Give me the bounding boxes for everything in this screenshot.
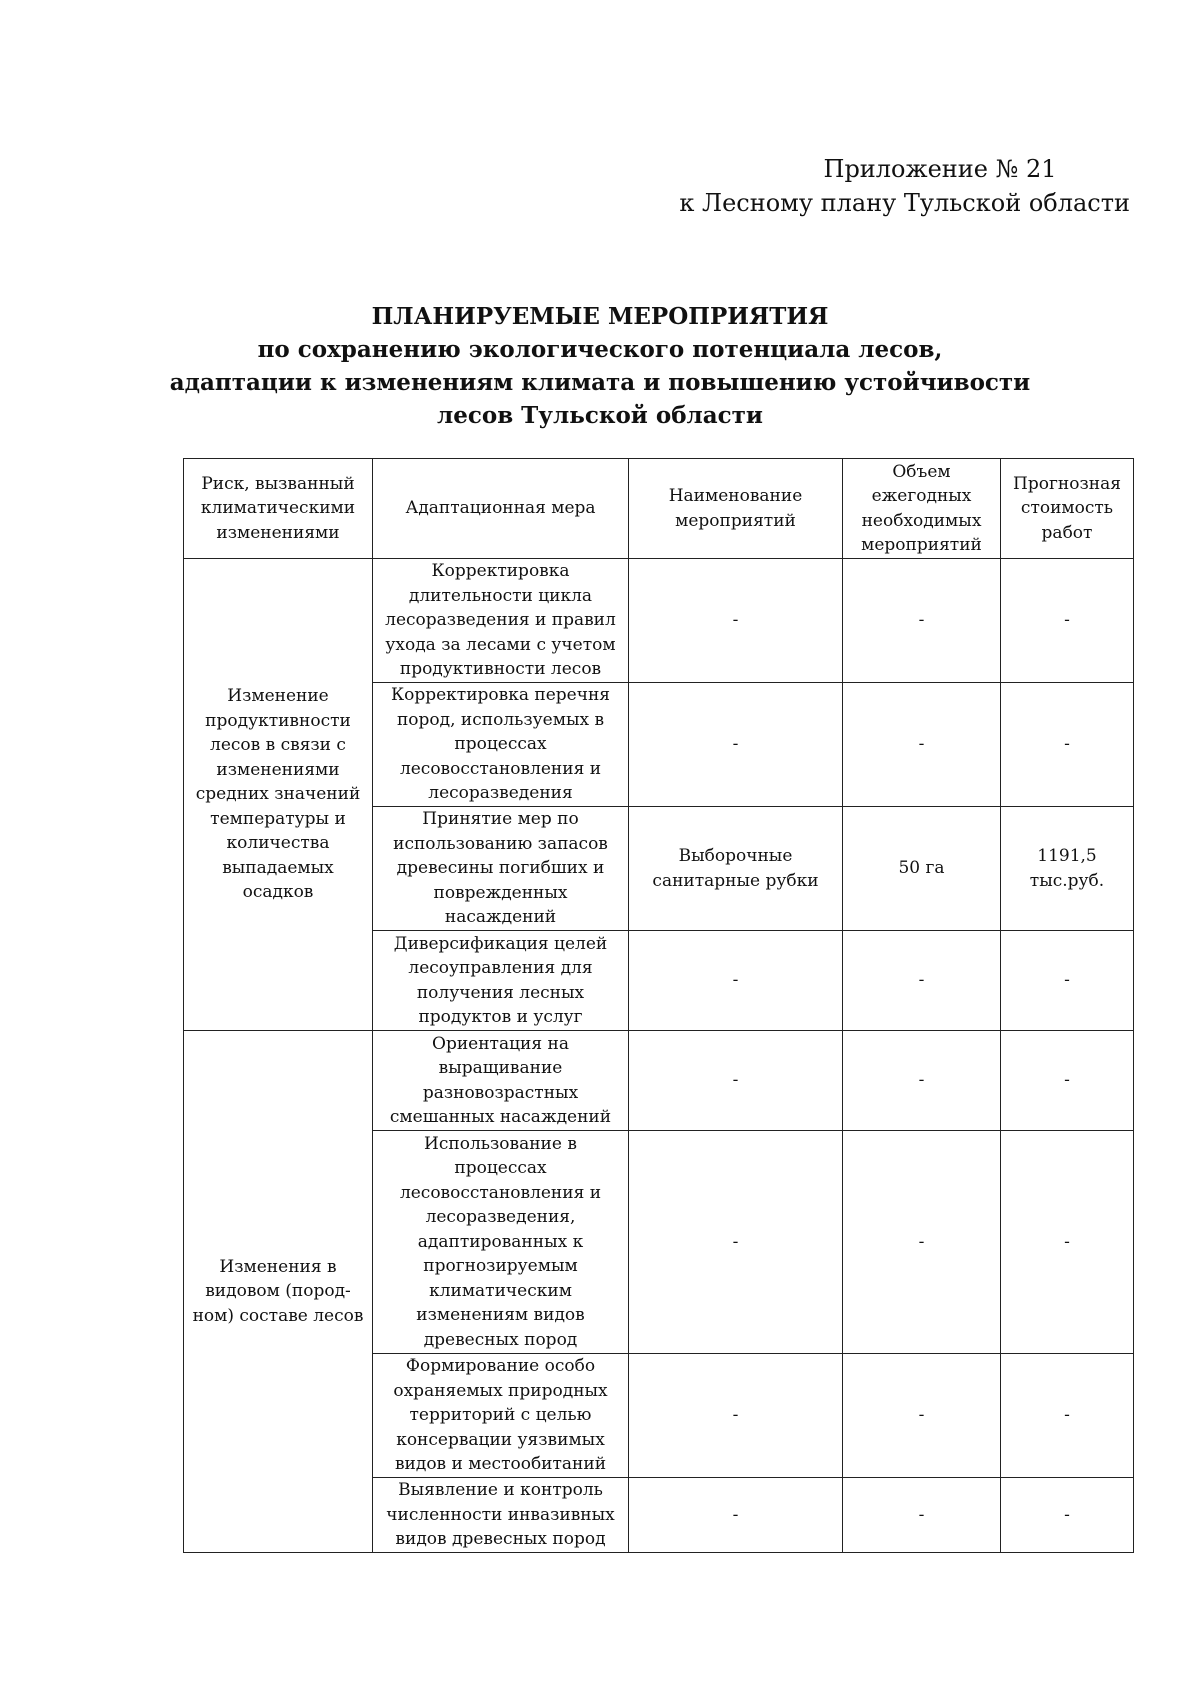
header-cost: Прогнозная стоимость работ (1001, 459, 1134, 559)
title-line-4: лесов Тульской области (437, 402, 763, 429)
title-line-1: ПЛАНИРУЕМЫЕ МЕРОПРИЯТИЯ (371, 303, 829, 330)
volume-cell: - (843, 559, 1001, 683)
activity-cell: - (629, 931, 843, 1031)
measures-table (183, 458, 1134, 1553)
appendix-reference: к Лесному плану Тульской области (679, 189, 1130, 217)
activity-cell: - (629, 1478, 843, 1553)
title-line-3: адаптации к изменениям климата и повышению устойчивости (169, 369, 1031, 396)
cost-cell: - (1001, 559, 1134, 683)
table-row (184, 559, 1134, 683)
header-measure: Адаптационная мера (373, 459, 629, 559)
measure-cell: Принятие мер по использованию запасов древесины погибших и поврежденных насаждений (373, 807, 629, 931)
measure-cell: Ориентация на выращивание разновозрастных смешанных насаждений (373, 1031, 629, 1131)
appendix-note (600, 152, 1130, 220)
risk-cell: Изменения в видовом (пород-ном) составе лесов (184, 1031, 373, 1553)
risk-cell: Изменение продуктивности лесов в связи с изменениями средних значений температуры и количества выпадаемых осадков (184, 559, 373, 1031)
volume-cell: 50 га (843, 807, 1001, 931)
measure-cell: Использование в процессах лесовосстановления и лесоразведения, адаптированных к прогнозируемым климатическим изменениям видов древесных пород (373, 1131, 629, 1354)
volume-cell: - (843, 931, 1001, 1031)
volume-cell: - (843, 1354, 1001, 1478)
activity-cell: - (629, 559, 843, 683)
title-line-2: по сохранению экологического потенциала лесов, (257, 336, 943, 363)
measure-cell: Корректировка длительности цикла лесоразведения и правил ухода за лесами с учетом продуктивности лесов (373, 559, 629, 683)
cost-cell: - (1001, 931, 1134, 1031)
table-row (184, 1031, 1134, 1131)
volume-cell: - (843, 1131, 1001, 1354)
volume-cell: - (843, 1478, 1001, 1553)
document-title (140, 300, 1060, 432)
header-activity: Наименование мероприятий (629, 459, 843, 559)
measure-cell: Корректировка перечня пород, используемых в процессах лесовосстановления и лесоразведения (373, 683, 629, 807)
cost-cell: 1191,5 тыс.руб. (1001, 807, 1134, 931)
cost-cell: - (1001, 1354, 1134, 1478)
header-volume: Объем ежегодных необходимых мероприятий (843, 459, 1001, 559)
appendix-number: Приложение № 21 (823, 155, 1057, 183)
measure-cell: Диверсификация целей лесоуправления для получения лесных продуктов и услуг (373, 931, 629, 1031)
measure-cell: Выявление и контроль численности инвазивных видов древесных пород (373, 1478, 629, 1553)
table-header-row (184, 459, 1134, 559)
activity-cell: - (629, 1031, 843, 1131)
activity-cell: - (629, 683, 843, 807)
cost-cell: - (1001, 1131, 1134, 1354)
activity-cell: Выборочные санитарные рубки (629, 807, 843, 931)
cost-cell: - (1001, 1478, 1134, 1553)
measure-cell: Формирование особо охраняемых природных территорий с целью консервации уязвимых видов и местообитаний (373, 1354, 629, 1478)
cost-cell: - (1001, 1031, 1134, 1131)
activity-cell: - (629, 1131, 843, 1354)
volume-cell: - (843, 1031, 1001, 1131)
cost-cell: - (1001, 683, 1134, 807)
volume-cell: - (843, 683, 1001, 807)
header-risk: Риск, вызванный климатическими изменениями (184, 459, 373, 559)
activity-cell: - (629, 1354, 843, 1478)
